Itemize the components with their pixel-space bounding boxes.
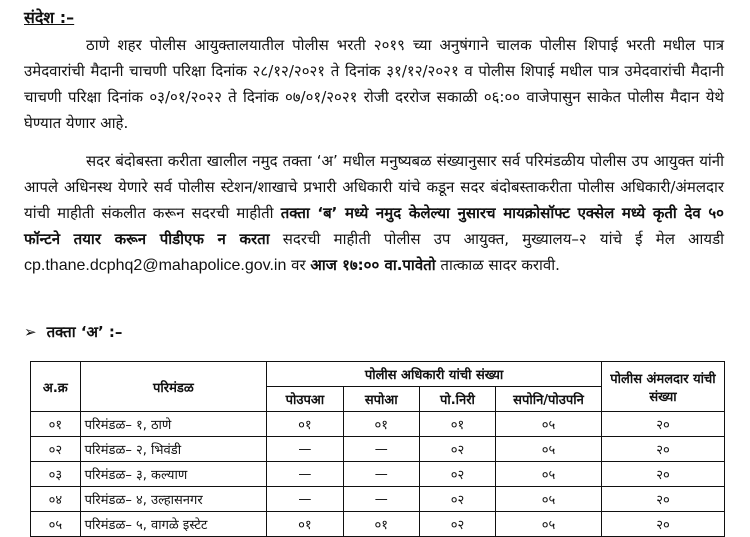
- header-rank-saponi: सपोनि/पोउपनि: [496, 387, 602, 412]
- table-row: [31, 462, 725, 487]
- cell-popa: —: [267, 487, 344, 512]
- email-address: cp.thane.dcphq2@mahapolice.gov.in: [24, 257, 287, 274]
- paragraph-recruitment-text: ठाणे शहर पोलीस आयुक्तालयातील पोलीस भरती २०१९ च्या अनुषंगाने चालक पोलीस शिपाई भरती मधील पात्र उमेदवारांची मैदानी चाचणी परिक्षा दिनांक २८/१२/२०२१ ते दिनांक ३१/१२/२०२१ व पोलीस शिपाई मधील पात्र उमेदवारांची मैदानी चाचणी परिक्षा दिनांक ०३/०१/२०२२ ते दिनांक ०७/०१/२०२१ रोजी दररोज सकाळी ०६:०० वाजेपासुन साकेत पोलीस मैदान येथे घेण्यात येणार आहे.: [24, 36, 724, 132]
- table-row: [31, 412, 725, 437]
- table-row: [31, 512, 725, 537]
- instructions-text-2: सदरची माहीती पोलीस उप आयुक्त, मुख्यालय–२ यांचे ई मेल आयडी: [282, 230, 724, 248]
- cell-sr-no: ०४: [31, 487, 81, 512]
- cell-popa: ०१: [267, 512, 344, 537]
- instructions-bold-1: तक्ता ‘ब’ मध्ये नमुद केलेल्या नुसारच मायक्रोसॉफ्ट एक्सेल मध्ये कृती देव ५० फॉन्टने तयार करून पीडीएफ न करता: [24, 204, 724, 248]
- cell-circle: परिमंडळ– ३, कल्याण: [80, 462, 266, 487]
- cell-amaldar: २०: [601, 412, 724, 437]
- arrow-bullet-icon: ➢: [24, 323, 37, 341]
- cell-ponir: ०२: [419, 462, 495, 487]
- manpower-table: [30, 361, 725, 537]
- instructions-text-3: वर: [291, 256, 306, 274]
- header-constables: पोलीस अंमलदार यांची संख्या: [601, 362, 724, 412]
- cell-popa: ०१: [267, 412, 344, 437]
- paragraph-recruitment: [24, 32, 724, 136]
- cell-saponi: ०५: [496, 412, 602, 437]
- table-section-title: [24, 322, 122, 342]
- cell-saponi: ०५: [496, 437, 602, 462]
- header-officers-group: पोलीस अधिकारी यांची संख्या: [267, 362, 602, 387]
- header-rank-sapoa: सपोआ: [343, 387, 419, 412]
- instructions-text-1: सदर बंदोबस्ता करीता खालील नमुद तक्ता ‘अ’ मधील मनुष्यबळ संख्यानुसार सर्व परिमंडळीय पोलीस उप आयुक्त यांनी आपले अधिनस्थ येणारे सर्व पोलीस स्टेशन/शाखाचे प्रभारी अधिकारी यांचे कडून सदर बंदोबस्ताकरीता पोलीस अधिकारी/अंमलदार यांची माहीती संकलीत करून सदरची माहीती: [24, 152, 724, 222]
- cell-saponi: ०५: [496, 462, 602, 487]
- instructions-text-4: तात्काळ सादर करावी.: [440, 256, 560, 274]
- cell-circle: परिमंडळ– ४, उल्हासनगर: [80, 487, 266, 512]
- cell-amaldar: २०: [601, 512, 724, 537]
- cell-amaldar: २०: [601, 462, 724, 487]
- cell-amaldar: २०: [601, 437, 724, 462]
- cell-popa: —: [267, 462, 344, 487]
- table-row: [31, 487, 725, 512]
- cell-sapoa: ०१: [343, 512, 419, 537]
- cell-saponi: ०५: [496, 487, 602, 512]
- cell-circle: परिमंडळ– २, भिवंडी: [80, 437, 266, 462]
- cell-circle: परिमंडळ– १, ठाणे: [80, 412, 266, 437]
- cell-sapoa: ०१: [343, 412, 419, 437]
- cell-sapoa: —: [343, 462, 419, 487]
- cell-ponir: ०१: [419, 412, 495, 437]
- cell-sr-no: ०२: [31, 437, 81, 462]
- table-header-row: [31, 362, 725, 387]
- cell-ponir: ०२: [419, 437, 495, 462]
- header-rank-ponir: पो.निरी: [419, 387, 495, 412]
- cell-popa: —: [267, 437, 344, 462]
- message-heading: संदेश :–: [24, 8, 75, 27]
- cell-amaldar: २०: [601, 487, 724, 512]
- instructions-deadline: आज १७:०० वा.पावेतो: [310, 256, 436, 274]
- header-circle: परिमंडळ: [80, 362, 266, 412]
- cell-circle: परिमंडळ– ५, वागळे इस्टेट: [80, 512, 266, 537]
- header-rank-popa: पोउपआ: [267, 387, 344, 412]
- header-sr-no: अ.क्र: [31, 362, 81, 412]
- cell-sr-no: ०३: [31, 462, 81, 487]
- cell-sapoa: —: [343, 487, 419, 512]
- cell-sr-no: ०५: [31, 512, 81, 537]
- paragraph-instructions: [24, 148, 724, 279]
- cell-ponir: ०२: [419, 512, 495, 537]
- table-title: तक्ता ‘अ’ :–: [46, 323, 123, 341]
- cell-saponi: ०५: [496, 512, 602, 537]
- cell-sapoa: —: [343, 437, 419, 462]
- cell-sr-no: ०१: [31, 412, 81, 437]
- cell-ponir: ०२: [419, 487, 495, 512]
- table-row: [31, 437, 725, 462]
